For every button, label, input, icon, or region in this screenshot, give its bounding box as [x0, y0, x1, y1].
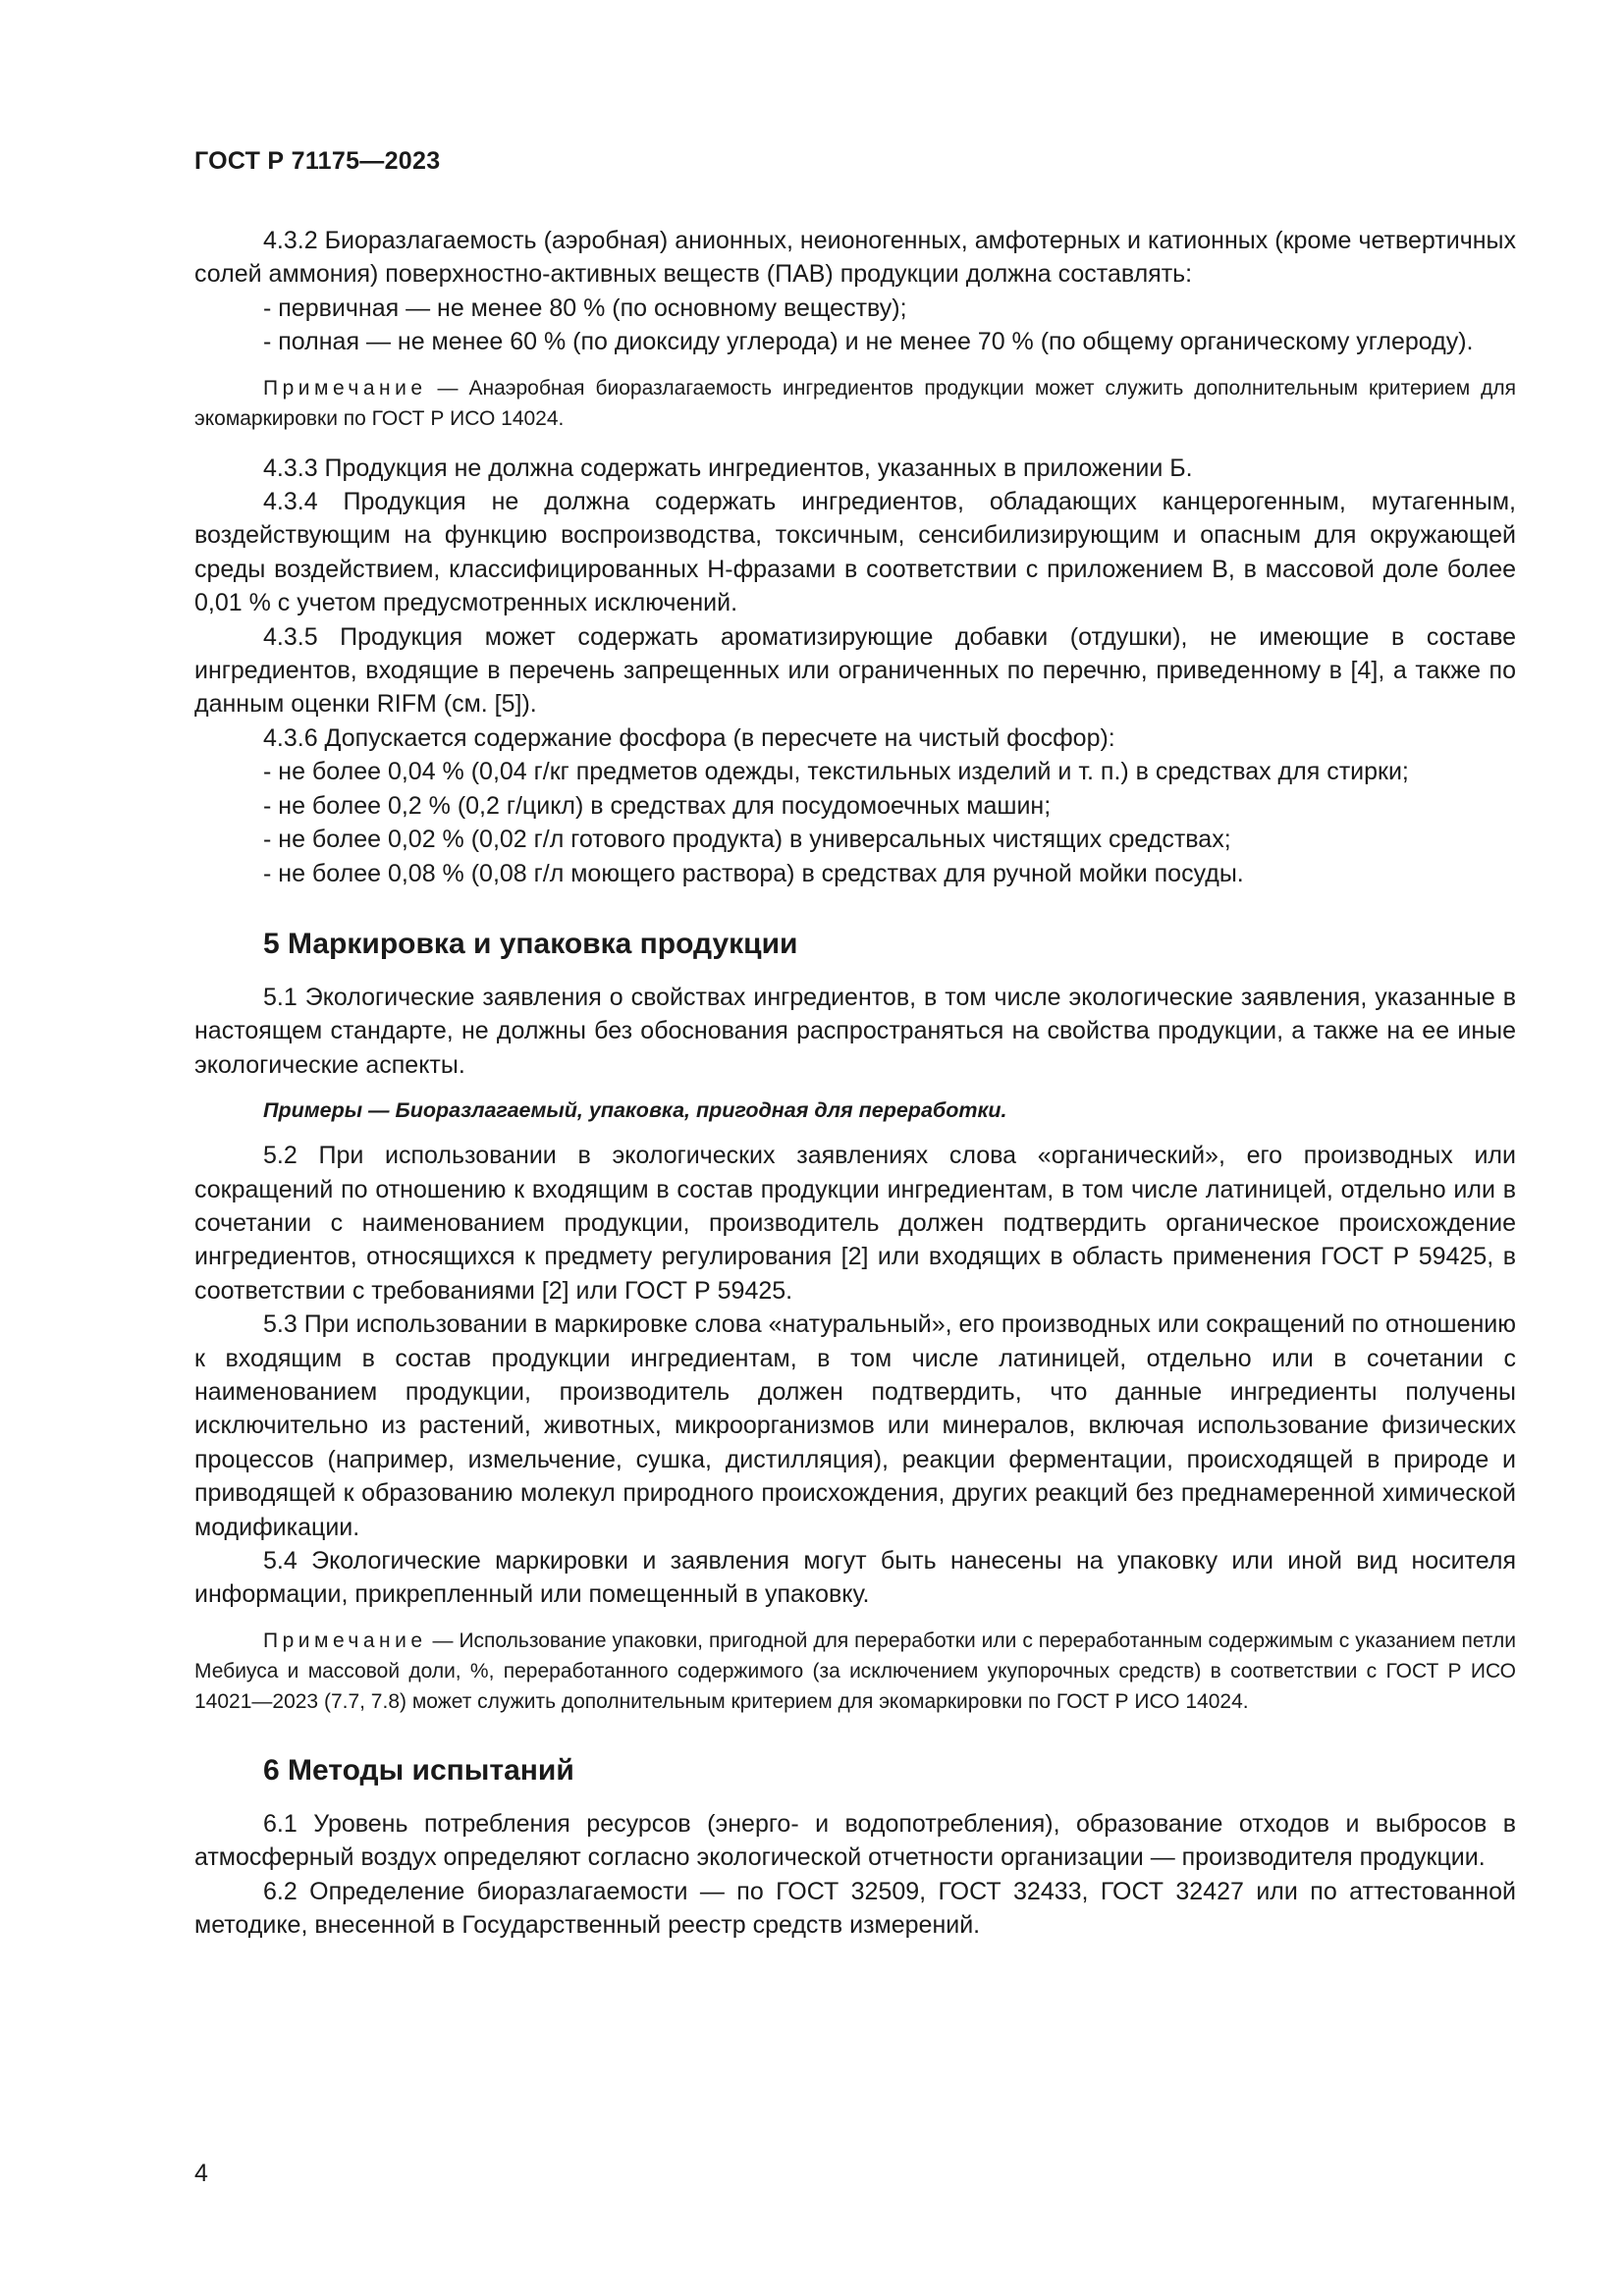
- paragraph-6-2: 6.2 Определение биоразлагаемости — по ГОСТ 32509, ГОСТ 32433, ГОСТ 32427 или по аттестованной методике, внесенной в Государственный реестр средств измерений.: [194, 1877, 1516, 1940]
- page-number: 4: [194, 2160, 208, 2187]
- note-label: Примечание: [263, 376, 427, 400]
- paragraph-5-1: 5.1 Экологические заявления о свойствах ингредиентов, в том числе экологические заявления, указанные в настоящем стандарте, не должны без обоснования распространяться на свойства продукции, а также на ее иные экологические аспекты.: [194, 983, 1516, 1079]
- paragraph-4-3-5: 4.3.5 Продукция может содержать ароматизирующие добавки (отдушки), не имеющие в составе ингредиентов, входящие в перечень запрещенных или ограниченных по перечню, приведенному в [4], а также по данным оценки RIFM (см. [5]).: [194, 622, 1516, 719]
- list-item-dishwasher: - не более 0,2 % (0,2 г/цикл) в средствах для посудомоечных машин;: [263, 791, 1052, 820]
- paragraph-4-3-2: 4.3.2 Биоразлагаемость (аэробная) анионных, неионогенных, амфотерных и катионных (кроме четвертичных солей аммония) поверхностно-активных веществ (ПАВ) продукции должна составлять:: [194, 227, 1516, 289]
- paragraph-4-3-4: 4.3.4 Продукция не должна содержать ингредиентов, обладающих канцерогенным, мутагенным, воздействующим на функцию воспроизводства, токсичным, сенсибилизирующим и опасным для окружающей среды воздействием, классифицированных Н-фразами в соответствии с приложением В, в массовой доле более 0,01 % с учетом предусмотренных исключений.: [194, 488, 1516, 617]
- section-heading-6: 6 Методы испытаний: [263, 1753, 574, 1787]
- examples-line: Примеры — Биоразлагаемый, упаковка, пригодная для переработки.: [263, 1098, 1007, 1123]
- paragraph-5-2: 5.2 При использовании в экологических заявлениях слова «органический», его производных или сокращений по отношению к входящим в состав продукции ингредиентам, в том числе латиницей, отдельно или в сочетании с наименованием продукции, производитель должен подтвердить органическое происхождение ингредиентов, относящихся к предмету регулирования [2] или входящих в область применения ГОСТ Р 59425, в соответствии с требованиями [2] или ГОСТ Р 59425.: [194, 1142, 1516, 1305]
- document-body: [194, 224, 1516, 1942]
- paragraph-4-3-6: 4.3.6 Допускается содержание фосфора (в пересчете на чистый фосфор):: [263, 723, 1115, 752]
- note-text: — Анаэробная биоразлагаемость ингредиентов продукции может служить дополнительным критерием для экомаркировки по ГОСТ Р ИСО 14024.: [194, 376, 1516, 430]
- paragraph-4-3-3: 4.3.3 Продукция не должна содержать ингредиентов, указанных в приложении Б.: [263, 454, 1193, 482]
- paragraph-5-3: 5.3 При использовании в маркировке слова «натуральный», его производных или сокращений по отношению к входящим в состав продукции ингредиентам, в том числе латиницей, отдельно или в сочетании с наименованием продукции, производитель должен подтвердить, что данные ингредиенты получены исключительно из растений, животных, микроорганизмов или минералов, включая использование физических процессов (например, измельчение, сушка, дистилляция), реакции ферментации, происходящей в природе и приводящей к образованию молекул природного происхождения, других реакций без преднамеренной химической модификации.: [194, 1310, 1516, 1541]
- list-item-primary: - первичная — не менее 80 % (по основному веществу);: [263, 294, 907, 322]
- standard-id: ГОСТ Р 71175—2023: [194, 147, 441, 175]
- note-text: — Использование упаковки, пригодной для переработки или с переработанным содержимым с указанием петли Мебиуса и массовой доли, %, переработанного содержимого (за исключением укупорочных средств) в соответствии с ГОСТ Р ИСО 14021—2023 (7.7, 7.8) может служить дополнительным критерием для экомаркировки по ГОСТ Р ИСО 14024.: [194, 1629, 1516, 1713]
- list-item-hand-dishwashing: - не более 0,08 % (0,08 г/л моющего раствора) в средствах для ручной мойки посуды.: [263, 859, 1244, 887]
- paragraph-5-4: 5.4 Экологические маркировки и заявления могут быть нанесены на упаковку или иной вид носителя информации, прикрепленный или помещенный в упаковку.: [194, 1547, 1516, 1609]
- paragraph-6-1: 6.1 Уровень потребления ресурсов (энерго- и водопотребления), образование отходов и выбросов в атмосферный воздух определяют согласно экологической отчетности организации — производителя продукции.: [194, 1809, 1516, 1872]
- note-anaerobic: [194, 373, 1516, 434]
- section-heading-5: 5 Маркировка и упаковка продукции: [263, 927, 798, 960]
- note-packaging: [194, 1626, 1516, 1717]
- page-header: [194, 147, 440, 176]
- list-item-complete: - полная — не менее 60 % (по диоксиду углерода) и не менее 70 % (по общему органическому углероду).: [263, 328, 1474, 356]
- list-item-universal-cleaners: - не более 0,02 % (0,02 г/л готового продукта) в универсальных чистящих средствах;: [263, 826, 1231, 854]
- note-label: Примечание: [263, 1629, 427, 1652]
- list-item-laundry: - не более 0,04 % (0,04 г/кг предметов одежды, текстильных изделий и т. п.) в средствах для стирки;: [263, 758, 1409, 786]
- document-page: [194, 0, 1516, 2296]
